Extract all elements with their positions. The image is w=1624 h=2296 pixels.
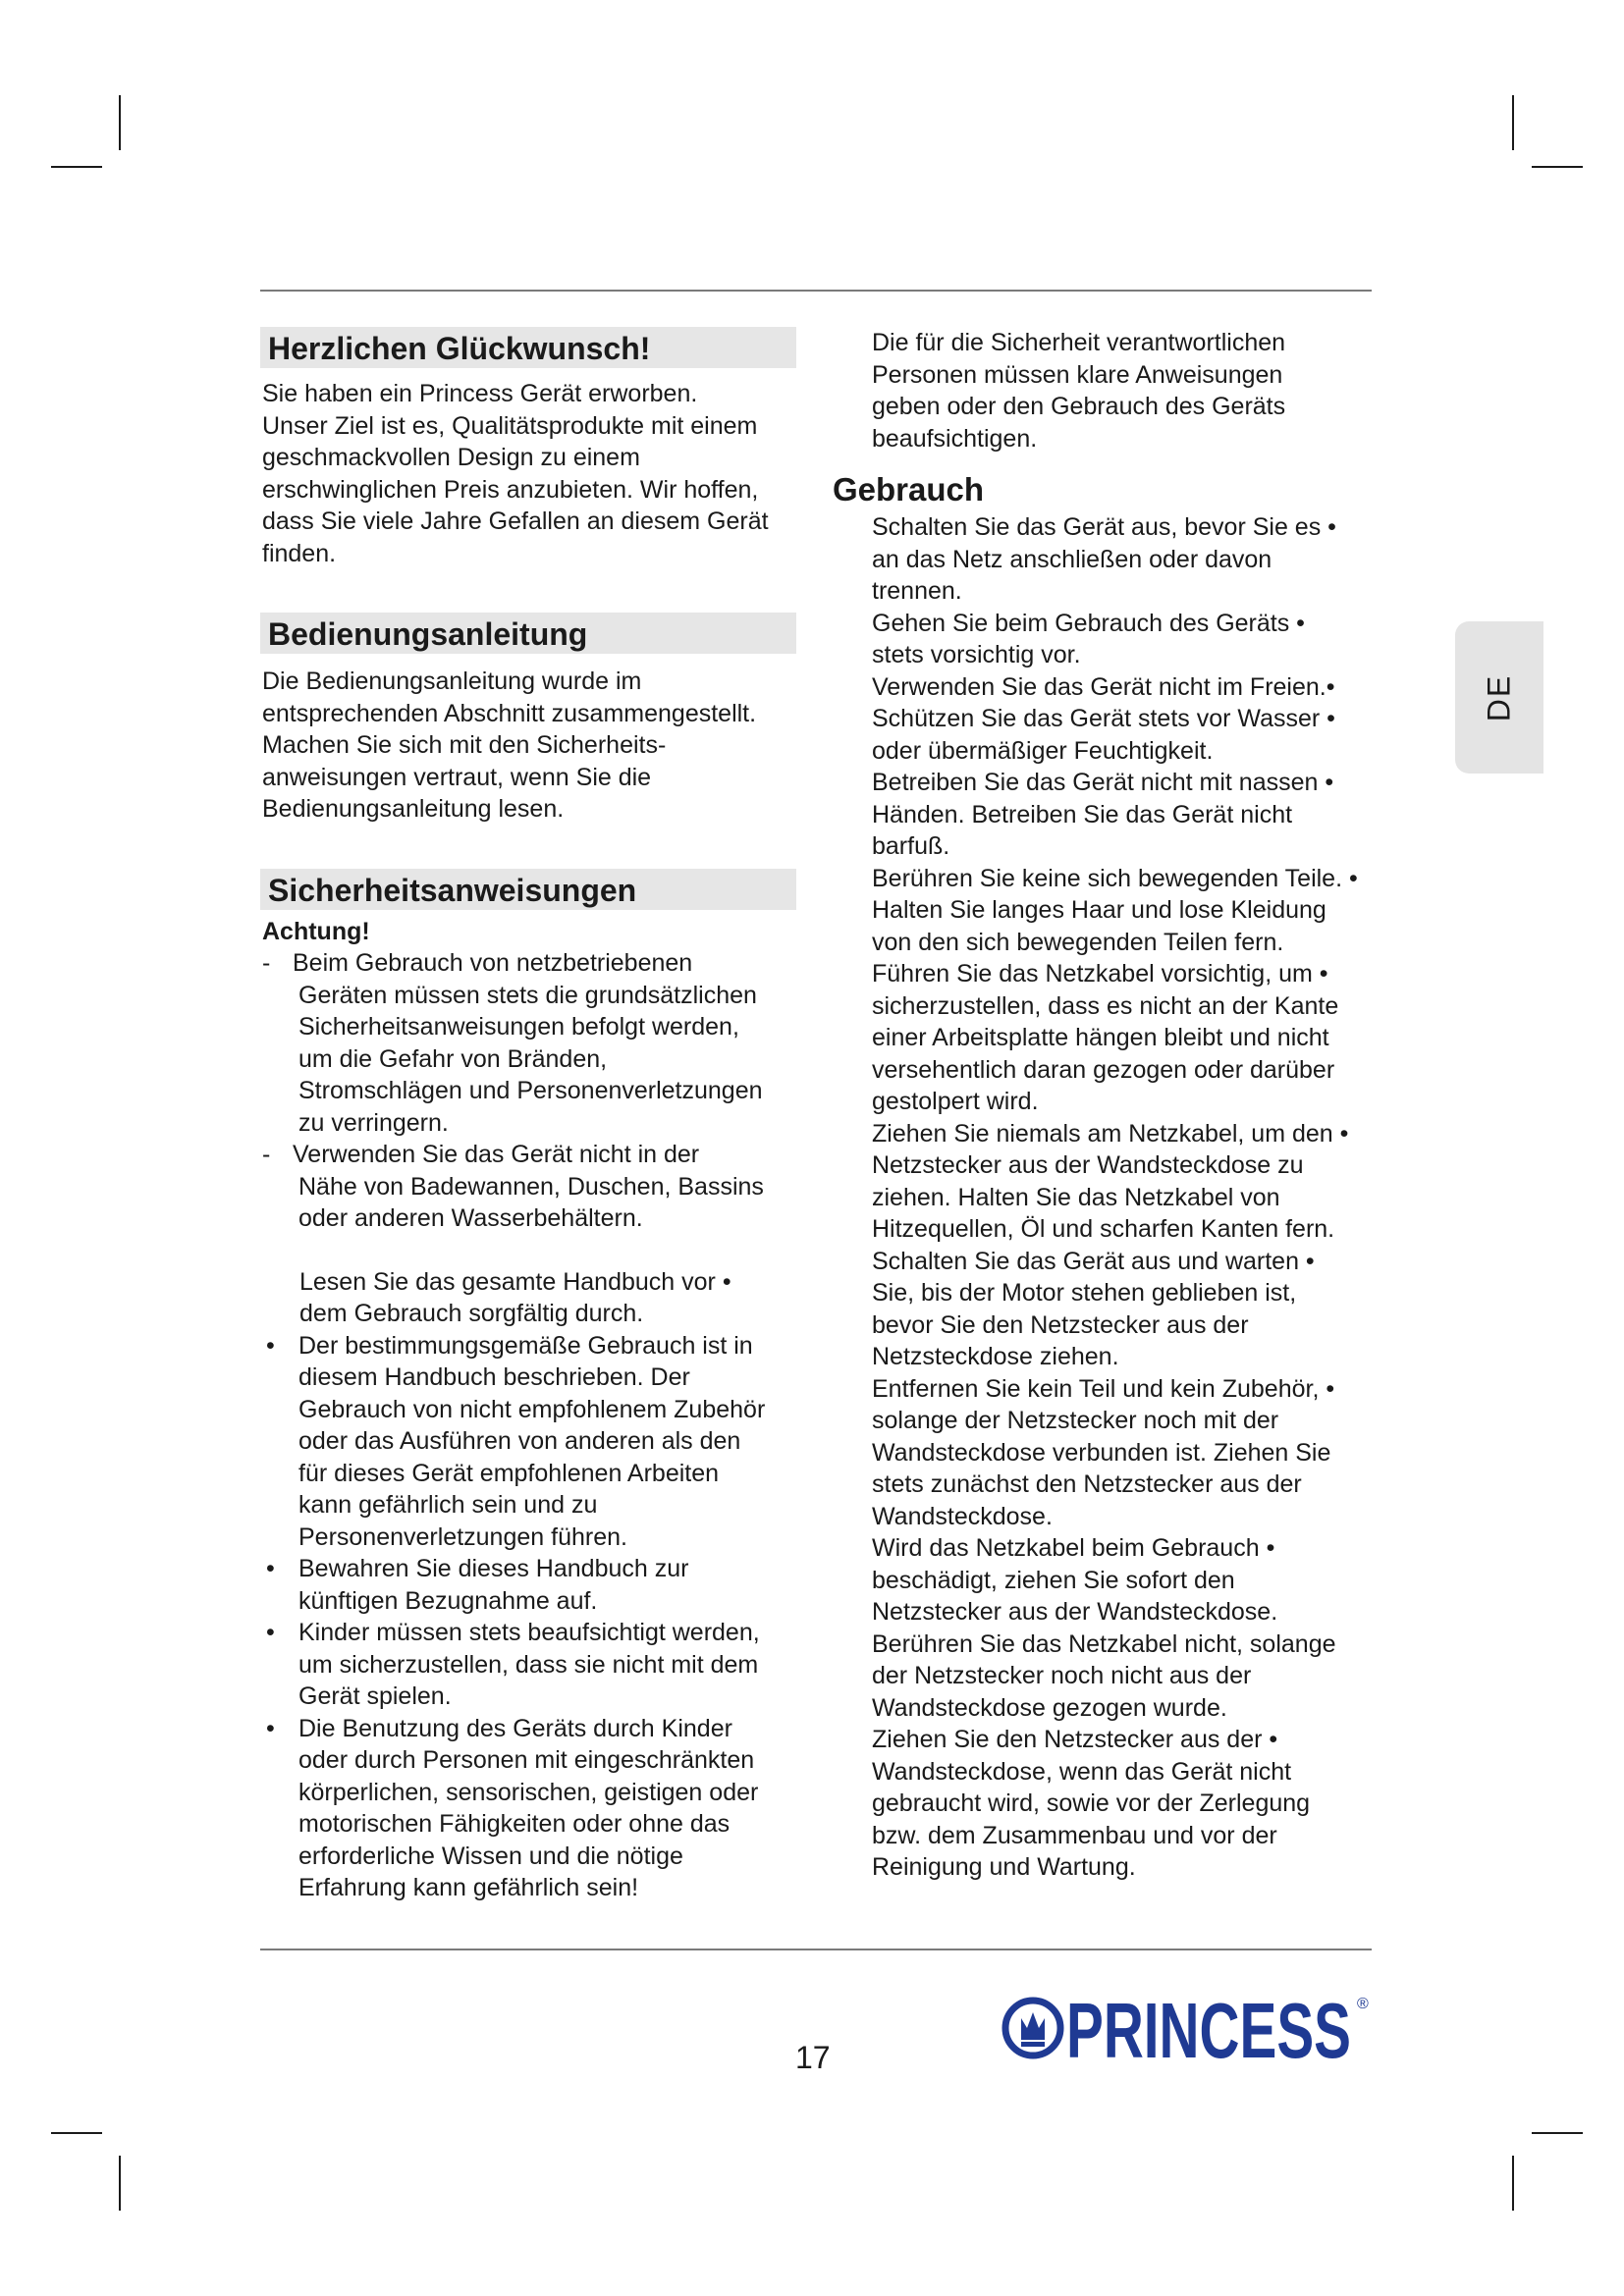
list-item (260, 1553, 820, 1617)
text-line: Die für die Sicherheit verantwortlichen (872, 329, 1286, 356)
text-line: Bedienungsanleitung lesen. (262, 795, 565, 823)
text-line: versehentlich daran gezogen oder darüber (872, 1055, 1335, 1084)
text-line: solange der Netzstecker noch mit der (872, 1407, 1279, 1434)
text-line: Gehen Sie beim Gebrauch des Geräts • (872, 609, 1305, 637)
text-line: geben oder den Gebrauch des Geräts (872, 393, 1286, 420)
text-line: Sie haben ein Princess Gerät erworben. (262, 380, 698, 407)
crop-mark (51, 166, 102, 168)
text-line: Wandsteckdose. (872, 1502, 1053, 1530)
bullet-mark: • (266, 1331, 275, 1360)
text-line: körperlichen, sensorischen, geistigen oder (298, 1778, 759, 1806)
section-title-congratulations: Herzlichen Glückwunsch! (260, 327, 796, 368)
warning-label: Achtung! (262, 917, 370, 945)
crown-emblem-icon (1005, 2001, 1060, 2056)
text-line: Sicherheitsanweisungen befolgt werden, (298, 1013, 739, 1041)
text-line: Nähe von Badewannen, Duschen, Bassins (298, 1172, 764, 1201)
text-line: Führen Sie das Netzkabel vorsichtig, um • (872, 960, 1328, 988)
text-line: Unser Ziel ist es, Qualitätsprodukte mit einem (262, 411, 758, 440)
crop-mark (119, 95, 121, 150)
text-line: bevor Sie den Netzstecker aus der (872, 1310, 1249, 1339)
text-line: von den sich bewegenden Teilen fern. (872, 928, 1284, 956)
text-line: stets vorsichtig vor. (872, 641, 1081, 668)
text-line: Schalten Sie das Gerät aus und warten • (872, 1247, 1315, 1275)
text-line: einer Arbeitsplatte hängen bleibt und nicht (872, 1024, 1329, 1051)
section-title-manual: Bedienungsanleitung (260, 613, 796, 654)
page-number: 17 (795, 2040, 831, 2075)
text-line: finden. (262, 539, 337, 567)
text-line: beaufsichtigen. (872, 424, 1038, 453)
text-line: oder übermäßiger Feuchtigkeit. (872, 736, 1214, 765)
text-line: Wird das Netzkabel beim Gebrauch • (872, 1534, 1275, 1562)
text-line: Kinder müssen stets beaufsichtigt werden, (298, 1619, 760, 1646)
text-line: Sie, bis der Motor stehen geblieben ist, (872, 1279, 1297, 1307)
list-item (260, 947, 820, 1139)
text-line: zu verringern. (298, 1108, 449, 1137)
text-line: Gebrauch von nicht empfohlenem Zubehör (298, 1395, 766, 1423)
text-line: Wandsteckdose, wenn das Gerät nicht (872, 1757, 1292, 1786)
dash-mark: - (262, 1141, 271, 1168)
text-line: Wandsteckdose verbunden ist. Ziehen Sie (872, 1438, 1331, 1467)
crop-mark (119, 2156, 121, 2211)
section-title-safety: Sicherheitsanweisungen (260, 869, 796, 910)
text-line: Beim Gebrauch von netzbetriebenen (293, 949, 693, 977)
text-line: Personenverletzungen führen. (298, 1522, 627, 1551)
text-line: trennen. (872, 577, 962, 605)
text-line: Berühren Sie das Netzkabel nicht, solange (872, 1629, 1336, 1658)
text-line: Stromschlägen und Personenverletzungen (298, 1077, 763, 1104)
text-line: der Netzstecker noch nicht aus der (872, 1662, 1252, 1689)
text-line: barfuß. (872, 832, 950, 860)
read-manual-paragraph (260, 1266, 820, 1330)
text-line: Die Bedienungsanleitung wurde im (262, 667, 642, 695)
manual-paragraph (260, 666, 820, 826)
text-line: um die Gefahr von Bränden, (298, 1044, 608, 1073)
text-line: Netzstecker aus der Wandsteckdose. (872, 1598, 1278, 1626)
registered-mark: ® (1357, 1996, 1369, 2012)
bullet-mark: • (266, 1555, 275, 1582)
crop-mark (1532, 166, 1583, 168)
text-line: kann gefährlich sein und zu (298, 1491, 598, 1519)
language-tab-label: DE (1481, 673, 1517, 721)
crop-mark (1512, 2156, 1514, 2211)
section-title-usage: Gebrauch (833, 471, 985, 507)
text-line: für dieses Gerät empfohlenen Arbeiten (298, 1459, 720, 1487)
text-line: oder anderen Wasserbehältern. (298, 1204, 643, 1232)
text-line: um sicherzustellen, dass sie nicht mit dem (298, 1650, 759, 1679)
bullet-mark: • (266, 1714, 275, 1742)
text-line: künftigen Bezugnahme auf. (298, 1586, 598, 1615)
text-line: Verwenden Sie das Gerät nicht im Freien.• (872, 672, 1335, 701)
text-line: Netzstecker aus der Wandsteckdose zu (872, 1151, 1304, 1179)
text-line: Betreiben Sie das Gerät nicht mit nassen • (872, 769, 1334, 796)
bottom-rule (260, 1949, 1372, 1950)
text-line: oder durch Personen mit eingeschränkten (298, 1746, 755, 1774)
text-line: Die Benutzung des Geräts durch Kinder (298, 1714, 732, 1742)
text-line: bzw. dem Zusammenbau und vor der (872, 1821, 1277, 1849)
usage-instructions (833, 511, 1402, 1884)
text-line: Lesen Sie das gesamte Handbuch vor • (299, 1267, 731, 1296)
text-line: dass Sie viele Jahre Gefallen an diesem Gerät (262, 507, 769, 535)
princess-logo (1001, 1973, 1375, 2081)
text-line: Hitzequellen, Öl und scharfen Kanten fern. (872, 1215, 1335, 1243)
text-line: Schützen Sie das Gerät stets vor Wasser • (872, 705, 1335, 732)
text-line: oder das Ausführen von anderen als den (298, 1427, 741, 1455)
text-line: motorischen Fähigkeiten oder ohne das (298, 1810, 731, 1838)
text-line: Personen müssen klare Anweisungen (872, 360, 1283, 389)
text-line: Schalten Sie das Gerät aus, bevor Sie es • (872, 513, 1336, 541)
list-item (260, 1330, 820, 1554)
responsibility-paragraph (833, 327, 1402, 454)
list-item (260, 1713, 820, 1904)
text-line: ziehen. Halten Sie das Netzkabel von (872, 1183, 1280, 1211)
logo-wordmark: PRINCESS (1066, 1987, 1351, 2074)
crop-mark (51, 2132, 102, 2134)
language-tab (1455, 621, 1543, 774)
text-line: dem Gebrauch sorgfältig durch. (299, 1300, 644, 1327)
text-line: sicherzustellen, dass es nicht an der Kante (872, 991, 1339, 1020)
text-line: beschädigt, ziehen Sie sofort den (872, 1566, 1235, 1594)
text-line: Ziehen Sie den Netzstecker aus der • (872, 1726, 1278, 1753)
text-line: Berühren Sie keine sich bewegenden Teile. • (872, 864, 1358, 892)
text-line: Erfahrung kann gefährlich sein! (298, 1874, 639, 1901)
left-column (260, 327, 820, 1904)
list-item (260, 1617, 820, 1713)
text-line: Verwenden Sie das Gerät nicht in der (293, 1141, 700, 1168)
top-rule (260, 290, 1372, 292)
text-line: Geräten müssen stets die grundsätzlichen (298, 981, 757, 1009)
text-line: Gerät spielen. (298, 1682, 452, 1710)
text-line: erschwinglichen Preis anzubieten. Wir hoffen, (262, 475, 759, 504)
text-line: Der bestimmungsgemäße Gebrauch ist in (298, 1331, 753, 1360)
list-item (260, 1139, 820, 1235)
text-line: diesem Handbuch beschrieben. Der (298, 1363, 690, 1391)
text-line: geschmackvollen Design zu einem (262, 444, 640, 471)
text-line: gebraucht wird, sowie vor der Zerlegung (872, 1789, 1311, 1817)
crop-mark (1532, 2132, 1583, 2134)
text-line: gestolpert wird. (872, 1088, 1039, 1115)
text-line: Netzsteckdose ziehen. (872, 1343, 1119, 1370)
bullet-mark: • (266, 1619, 275, 1646)
intro-paragraph (260, 378, 820, 569)
text-line: Händen. Betreiben Sie das Gerät nicht (872, 800, 1293, 828)
text-line: Ziehen Sie niemals am Netzkabel, um den • (872, 1119, 1349, 1148)
text-line: Wandsteckdose gezogen wurde. (872, 1693, 1227, 1722)
text-line: Machen Sie sich mit den Sicherheits- (262, 731, 667, 759)
crop-mark (1512, 95, 1514, 150)
right-column (833, 327, 1402, 1884)
text-line: an das Netz anschließen oder davon (872, 545, 1272, 573)
text-line: anweisungen vertraut, wenn Sie die (262, 763, 652, 791)
text-line: stets zunächst den Netzstecker aus der (872, 1470, 1302, 1498)
text-line: entsprechenden Abschnitt zusammengestellt. (262, 699, 757, 727)
text-line: Halten Sie langes Haar und lose Kleidung (872, 896, 1326, 924)
text-line: Reinigung und Wartung. (872, 1853, 1136, 1881)
dash-mark: - (262, 949, 271, 977)
text-line: Entfernen Sie kein Teil und kein Zubehör, • (872, 1374, 1335, 1403)
text-line: erforderliche Wissen und die nötige (298, 1842, 683, 1870)
text-line: Bewahren Sie dieses Handbuch zur (298, 1555, 689, 1582)
